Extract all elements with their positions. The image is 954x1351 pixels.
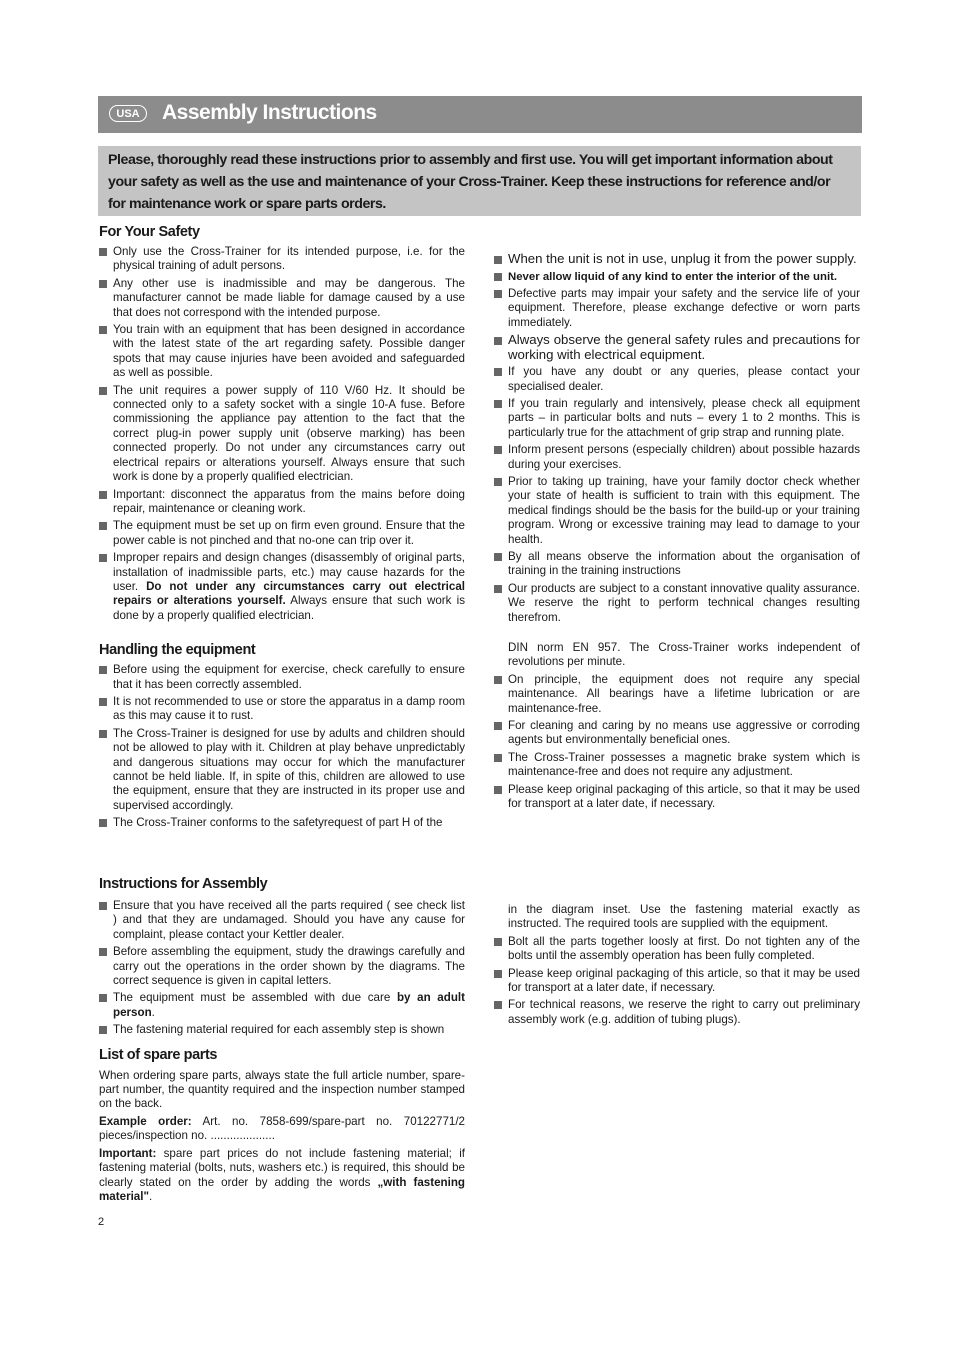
list-item: For technical reasons, we reserve the right to carry out preliminary assembly work (e.g. addition of tubing plugs).	[494, 998, 860, 1027]
important-note: Important: spare part prices do not include fastening material; if fastening material (bolts, nuts, washers etc.) is required, this should be clearly stated on the order by adding the words „with fastening material".	[99, 1146, 466, 1203]
list-item: Our products are subject to a constant innovative quality assurance. We reserve the right to perform technical changes resulting therefrom.	[494, 582, 860, 625]
assembly-continued: in the diagram inset. Use the fastening material exactly as instructed. The required tools are supplied with the equipment.	[508, 903, 860, 931]
assembly-list	[99, 899, 465, 1038]
din-note: DIN norm EN 957. The Cross-Trainer works independent of revolutions per minute.	[508, 641, 860, 669]
page-title: Assembly Instructions	[162, 101, 377, 124]
list-item: Please keep original packaging of this article, so that it may be used for transport at a later date, if necessary.	[494, 967, 860, 996]
country-badge: USA	[109, 105, 147, 122]
safety-heading: For Your Safety	[99, 224, 200, 240]
page-number: 2	[98, 1216, 105, 1228]
safety-list	[99, 245, 465, 623]
intro-box: Please, thoroughly read these instructions prior to assembly and first use. You will get important information about your safety as well as the use and maintenance of your Cross-Trainer. Keep these instructions for reference and/or for maintenance work or spare parts orders.	[98, 146, 861, 216]
handling-list	[99, 663, 465, 830]
list-item: The Cross-Trainer possesses a magnetic brake system which is maintenance-free and does not require any adjustment.	[494, 751, 860, 780]
list-item: The fastening material required for each assembly step is shown	[99, 1023, 465, 1037]
list-item: It is not recommended to use or store the apparatus in a damp room as this may cause it to rust.	[99, 695, 465, 724]
list-item: Important: disconnect the apparatus from the mains before doing repair, maintenance or cleaning work.	[99, 488, 465, 517]
list-item: Improper repairs and design changes (disassembly of original parts, installation of inadmissible parts, etc.) may cause hazards for the user. Do not under any circumstances carry out electrical repairs or alterations yourself. Always ensure that such work is done by a properly qualified electrician.	[99, 551, 465, 623]
assembly-list-right	[494, 935, 860, 1027]
list-item: You train with an equipment that has been designed in accordance with the latest state of the art regarding safety. Possible danger spots that may cause injuries have been avoided and safeguarded as well as possible.	[99, 323, 465, 381]
list-item: If you have any doubt or any queries, please contact your specialised dealer.	[494, 365, 860, 394]
list-item: The Cross-Trainer is designed for use by adults and children should not be allowed to play with it. Children at play behave unpredictably and dangerous situations may occur for which the manufacturer cannot be held liable. If, in spite of this, children are allowed to use the equipment, ensure that they are instructed in its proper use and supervised accordingly.	[99, 727, 465, 813]
right-list	[494, 252, 860, 625]
list-item: By all means observe the information about the organisation of training in the training instructions	[494, 550, 860, 579]
handling-heading: Handling the equipment	[99, 642, 256, 659]
list-item: Before using the equipment for exercise, check carefully to ensure that it has been correctly assembled.	[99, 663, 465, 692]
list-item: Only use the Cross-Trainer for its intended purpose, i.e. for the physical training of adult persons.	[99, 245, 465, 274]
list-item: Inform present persons (especially children) about possible hazards during your exercises.	[494, 443, 860, 472]
list-item: Please keep original packaging of this article, so that it may be used for transport at a later date, if necessary.	[494, 783, 860, 812]
right-list-2	[494, 673, 860, 812]
list-item: Any other use is inadmissible and may be dangerous. The manufacturer cannot be made liable for damage caused by a use that does not correspond with the intended purpose.	[99, 277, 465, 320]
right-column	[494, 252, 860, 812]
left-column	[99, 224, 465, 831]
spare-parts-heading: List of spare parts	[99, 1046, 218, 1063]
list-item: Ensure that you have received all the parts required ( see check list ) and that they are undamaged. Should you have any cause for complaint, please contact your Kettler dealer.	[99, 899, 465, 942]
list-item: Prior to taking up training, have your family doctor check whether your state of health is sufficient to train with this equipment. The medical findings should be the basis for the build-up or your training program. Wrong or excessive training may lead to damage to your health.	[494, 475, 860, 547]
list-item: The equipment must be set up on firm even ground. Ensure that the power cable is not pinched and that no-one can trip over it.	[99, 519, 465, 548]
list-item: When the unit is not in use, unplug it from the power supply.	[494, 252, 860, 267]
list-item: If you train regularly and intensively, please check all equipment parts – in particular bolts and nuts – every 1 to 2 months. This is particularly true for the attachment of grip strap and running plate.	[494, 397, 860, 440]
spare-parts-intro: When ordering spare parts, always state the full article number, spare-part number, the quantity required and the inspection number stamped on the back.	[99, 1068, 465, 1111]
assembly-section	[99, 876, 465, 1204]
list-item: For cleaning and caring by no means use aggressive or corroding agents but environmentally beneficial ones.	[494, 719, 860, 748]
list-item: The unit requires a power supply of 110 V/60 Hz. It should be connected only to a safety socket with a single 10-A fuse. Before commissioning the appliance pay attention to the fact that the correct plug-in power supply unit (observe marking) has been connected properly. Do not under any circumstances carry out electrical repairs or alterations yourself. Always ensure that such work is done by a properly qualified electrician.	[99, 384, 465, 485]
list-item: Never allow liquid of any kind to enter the interior of the unit.	[494, 270, 860, 284]
list-item: The Cross-Trainer conforms to the safetyrequest of part H of the	[99, 816, 465, 830]
list-item: The equipment must be assembled with due care by an adult person.	[99, 991, 465, 1020]
list-item: Bolt all the parts together loosly at first. Do not tighten any of the bolts until the assembly operation has been fully completed.	[494, 935, 860, 964]
list-item: Before assembling the equipment, study the drawings carefully and carry out the operations in the order shown by the diagrams. The correct sequence is given in capital letters.	[99, 945, 465, 988]
list-item: On principle, the equipment does not require any special maintenance. All bearings have a lifetime lubrication or are maintenance-free.	[494, 673, 860, 716]
section-header	[98, 96, 862, 133]
example-order: Example order: Art. no. 7858-699/spare-part no. 70122771/2 pieces/inspection no. ....................	[99, 1114, 466, 1143]
list-item: Always observe the general safety rules and precautions for working with electrical equipment.	[494, 333, 860, 362]
list-item: Defective parts may impair your safety and the service life of your equipment. Therefore, please exchange defective or worn parts immediately.	[494, 287, 860, 330]
assembly-heading: Instructions for Assembly	[99, 876, 268, 892]
assembly-section-right	[494, 903, 860, 1027]
